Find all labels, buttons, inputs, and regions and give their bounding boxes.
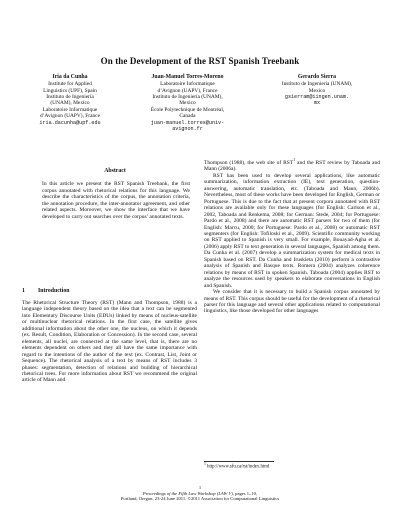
abstract-heading: Abstract	[104, 168, 126, 174]
author-name: Gerardo Sierra	[297, 74, 337, 80]
affiliation-line: Instituto de Ingeniería (UNAM),	[152, 94, 223, 101]
author-block	[20, 74, 380, 132]
footnote-ref: 1	[293, 158, 296, 163]
affiliation-line: Mexico	[179, 100, 196, 107]
right-column	[204, 160, 380, 315]
affiliation-line: d’Avignon (UAPV), France	[40, 113, 100, 120]
footnote-link[interactable]: http://www.sfu.ca/rst/index.html	[207, 464, 270, 470]
author-email[interactable]: juan-manuel.torres@univ-	[150, 119, 225, 126]
section-heading	[22, 288, 202, 294]
intro-paragraph-continued	[204, 160, 380, 173]
footer-page-number: 1	[198, 485, 202, 490]
paper-title: On the Development of the RST Spanish Treebank	[100, 56, 300, 66]
paragraph-text: and the RST review by Taboada and Mann (2006a).	[204, 160, 380, 173]
intro-paragraph: RST has been used to develop several applications, like automatic summarization, information extraction (IE), text generation, question-answering, automatic translation, etc. (Taboada and Mann, 2006b). Nevertheless, most of these works have been developed for English, German or Portuguese. This is due to the fact that at present corpora annotated with RST relations are available only for these languages (for English: Carlson et al., 2002, Taboada and Renkema, 2008; for German: Stede, 2004; for Portuguese: Pardo et al., 2008) and there are automatic RST parsers for two of them (for English: Marcu, 2000; for Portuguese: Pardo et al., 2008) or automatic RST segmenters (for English: Tofiloski et al., 2009). Scientific community working on RST applied to Spanish is very small. For example, Bouayad-Agha et al. (2006) apply RST to text generation in several languages, Spanish among them. Da Cunha et al. (2007) develop a summarization system for medical texts in Spanish based on RST. Da Cunha and Iruskieta (2010) perform a contrastive analysis of Spanish and Basque texts. Romera (2004) analyzes coherence relations by means of RST in spoken Spanish. Taboada (2004) applies RST to analyze the resources used by speakers to elaborate conversations in English and Spanish.	[204, 172, 380, 289]
footnote-marker: 1	[204, 462, 206, 466]
affiliation-line: École Polytechnique de Montréal,	[150, 106, 225, 113]
author-email[interactable]: iria.dacunha@upf.edu	[39, 119, 101, 126]
affiliation-line: d’Avignon (UAPV), France	[157, 87, 218, 94]
footnote	[204, 464, 380, 471]
affiliation-line: Canada	[179, 113, 196, 120]
footnote-divider	[204, 461, 274, 462]
paragraph-text: Thompson (1988), the web site of RST	[204, 160, 294, 166]
section-title: Introduction	[38, 288, 70, 294]
footer-line-2: Portland, Oregon, 23-24 June 2011. ©2011 Association for Computational Linguistics	[120, 496, 280, 502]
author-email[interactable]: gsierram@iingen.unam.	[284, 94, 350, 101]
affiliation-line: Institute for Applied	[48, 81, 92, 88]
affiliation-line: Laboratoire Informatique	[160, 81, 215, 88]
affiliation-line: (UNAM), Mexico	[50, 100, 90, 107]
author-email-cont[interactable]: mx	[313, 100, 321, 107]
author-email-cont[interactable]: avignon.fr	[172, 126, 203, 133]
affiliation-line: Mexico	[308, 87, 326, 94]
page-footer	[0, 485, 400, 502]
author-name: Juan-Manuel Torres-Moreno	[151, 74, 224, 80]
author-2	[120, 74, 255, 132]
affiliation-line: Instituto de Ingeniería (UNAM),	[281, 81, 353, 88]
intro-paragraph-left: The Rhetorical Structure Theory (RST) (Mann and Thompson, 1988) is a language independent theory based on the idea that a text can be segmented into Elementary Discourse Units (EDUs) linked by means of nucleus-satellite or multinuclear rhetorical relations. In the first case, the satellite gives additional information about the other one, the nucleus, on which it depends (ex. Result, Condition, Elaboration or Concession). In the second case, several elements, all nuclei, are connected at the same level, that is, there are no elements dependent on others and they all have the same importance with regard to the intentions of the author of the text (ex. Contrast, List, Joint or Sequence). The rhetorical analysis of a text by means of RST includes 3 phases: segmentation, detection of relations and building of hierarchical rhetorical trees. For more information about RST we recommend the original article of Mann and	[22, 300, 197, 384]
author-name: Iria da Cunha	[52, 74, 88, 80]
author-3	[252, 74, 382, 107]
author-1	[20, 74, 120, 126]
intro-paragraph: We consider that it is necessary to build a Spanish corpus annotated by means of RST. This corpus should be useful for the development of a rhetorical parser for this language and several other applications related to computational linguistics, like those developed for other languages	[204, 289, 380, 315]
abstract-text: In this article we present the RST Spanish Treebank, the first corpus annotated with rhetorical relations for this language. We describe the characteristics of the corpus, the annotation criteria, the annotation procedure, the inter-annotator agreement, and other related aspects. Moreover, we show the interface that we have developed to carry out searches over the corpus’ annotated texts.	[42, 181, 190, 220]
affiliation-line: Instituto de Ingeniería	[46, 94, 94, 101]
affiliation-line: Laboratoire Informatique	[42, 106, 98, 113]
affiliation-line: Linguistics (UPF), Spain	[43, 87, 97, 94]
section-number: 1	[22, 288, 25, 294]
footer-venue: Proceedings of the Fifth Law Workshop (LAW V)	[142, 490, 233, 496]
footer-pages: , pages 1–10,	[232, 490, 258, 496]
